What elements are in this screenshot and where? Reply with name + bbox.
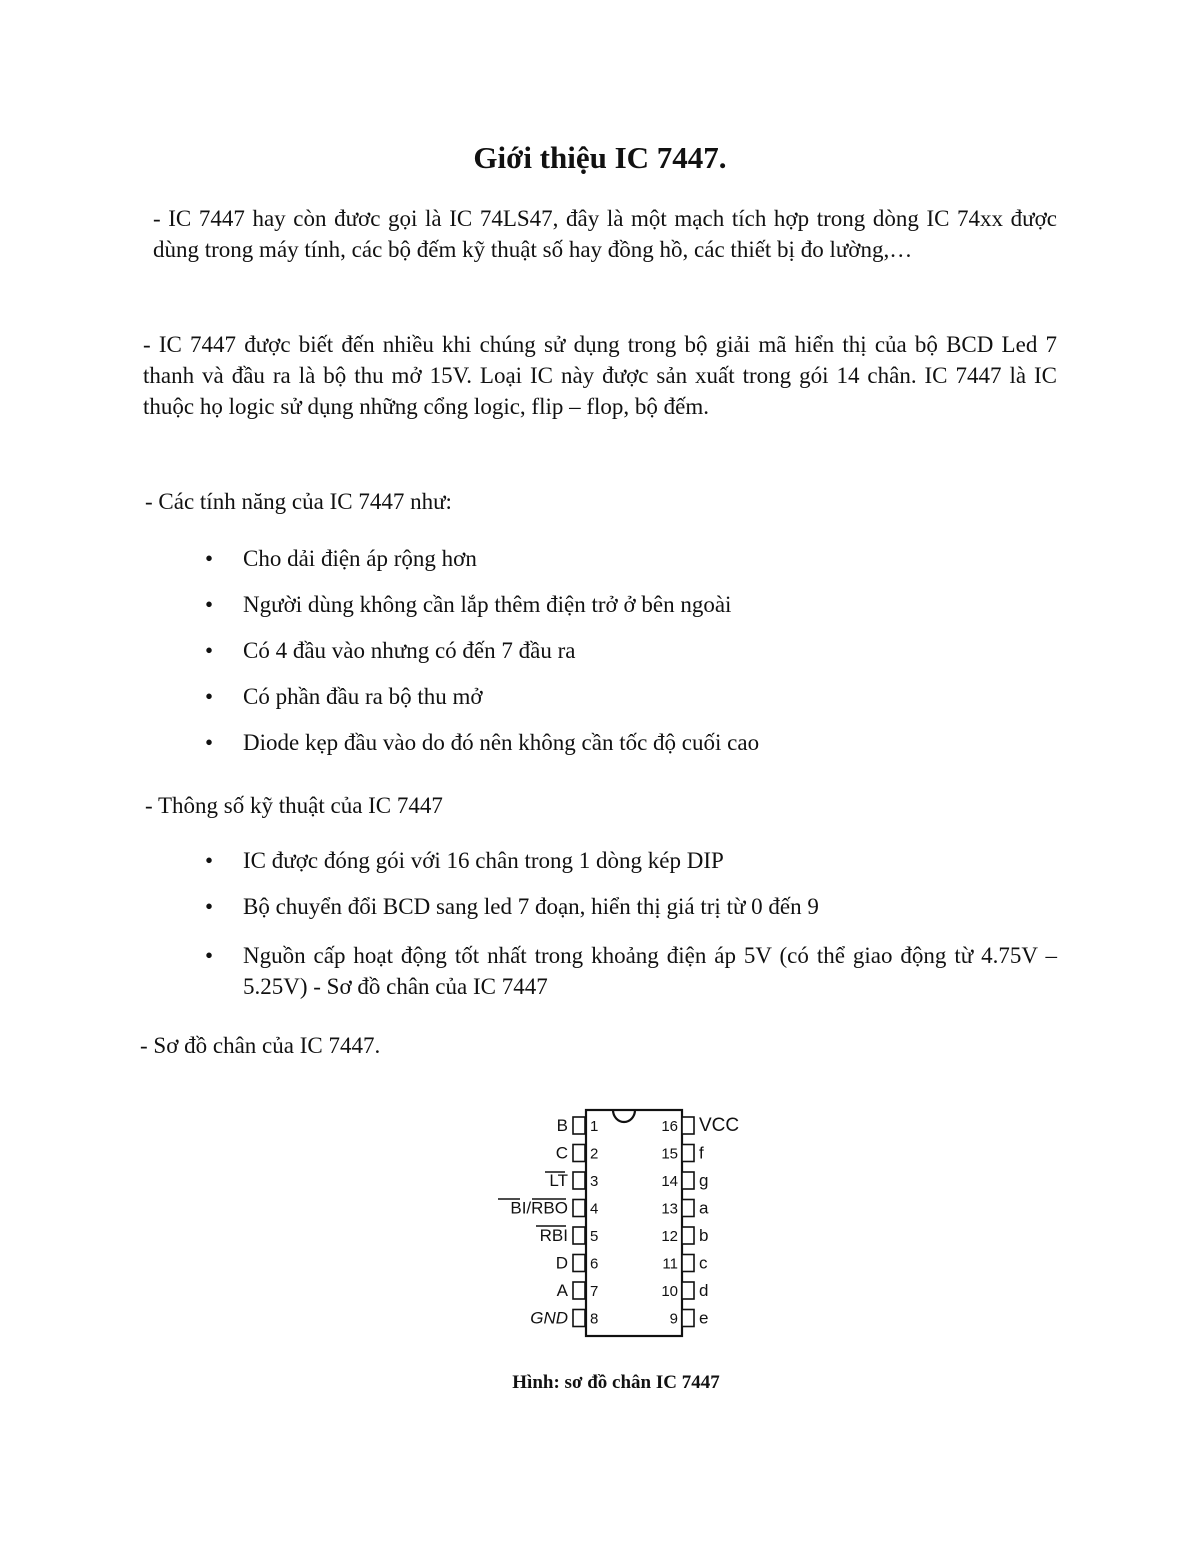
pin-number: 16 — [661, 1118, 678, 1135]
pin-pad — [682, 1117, 694, 1134]
pin-label: B — [556, 1116, 568, 1135]
spec-text: Nguồn cấp hoạt động tốt nhất trong khoảng điện áp 5V (có thể giao động từ 4.75V – 5.25V) - Sơ đồ chân của IC 7447 — [243, 943, 1057, 999]
pin-pad — [682, 1310, 694, 1327]
pin-label: D — [555, 1253, 568, 1273]
feature-text: Cho dải điện áp rộng hơn — [243, 546, 477, 571]
bullet-icon: • — [205, 546, 214, 571]
pin-number: 7 — [590, 1283, 599, 1300]
pin-label: g — [699, 1171, 709, 1190]
list-item — [205, 940, 1057, 1002]
feature-text: Có 4 đầu vào nhưng có đến 7 đầu ra — [243, 638, 576, 663]
bullet-icon: • — [205, 894, 214, 919]
pin-label: d — [699, 1281, 709, 1300]
features-list — [205, 546, 1043, 776]
pin-number: 4 — [590, 1200, 599, 1218]
spec-text: IC được đóng gói với 16 chân trong 1 dòng kép DIP — [243, 848, 724, 873]
pin-pad — [573, 1200, 585, 1217]
pin-number: 1 — [590, 1118, 599, 1135]
feature-text: Diode kẹp đầu vào do đó nên không cần tốc độ cuối cao — [243, 730, 760, 755]
bullet-icon: • — [205, 848, 214, 873]
right-pin-group — [661, 1115, 739, 1328]
pin-label: f — [699, 1143, 704, 1163]
list-item — [205, 546, 1043, 592]
pin-label: VCC — [699, 1115, 740, 1136]
list-item — [205, 638, 1043, 684]
pin-pad — [573, 1282, 585, 1299]
bullet-icon: • — [205, 592, 214, 617]
figure-caption: Hình: sơ đồ chân IC 7447 — [512, 1372, 720, 1393]
bullet-icon: • — [205, 684, 214, 709]
pin-pad — [573, 1227, 585, 1244]
pin-pad — [682, 1282, 694, 1299]
bullet-icon: • — [205, 730, 214, 755]
pin-pad — [573, 1172, 585, 1189]
list-item — [205, 730, 1043, 776]
pin-pad — [682, 1200, 694, 1217]
features-heading: - Các tính năng của IC 7447 như: — [145, 489, 452, 514]
pin-pad — [573, 1145, 585, 1162]
list-item — [205, 684, 1043, 730]
pin-label: A — [556, 1281, 568, 1300]
ic-pinout-diagram — [480, 1100, 740, 1345]
pin-label: c — [699, 1253, 708, 1273]
feature-text: Người dùng không cần lắp thêm điện trở ở bên ngoài — [243, 592, 732, 617]
bullet-icon: • — [205, 638, 214, 663]
pin-number: 2 — [590, 1145, 599, 1163]
pin-pad — [573, 1255, 585, 1272]
pin-number: 11 — [662, 1255, 678, 1273]
pin-label: BI/RBO — [510, 1198, 568, 1218]
ic-body — [586, 1110, 682, 1336]
pin-label: a — [699, 1198, 709, 1218]
pin-number: 15 — [661, 1145, 678, 1163]
feature-text: Có phần đầu ra bộ thu mở — [243, 684, 483, 709]
pin-pad — [682, 1255, 694, 1272]
pin-number: 3 — [590, 1173, 599, 1190]
pin-label: RBI — [539, 1226, 568, 1245]
list-item — [205, 592, 1043, 638]
pin-number: 6 — [590, 1255, 599, 1273]
pin-number: 5 — [590, 1228, 599, 1245]
specs-heading: - Thông số kỹ thuật của IC 7447 — [145, 793, 443, 818]
pin-pad — [573, 1117, 585, 1134]
pin-number: 8 — [590, 1310, 599, 1328]
pin-number: 9 — [669, 1310, 678, 1328]
pin-label: LT — [549, 1171, 568, 1190]
description-paragraph: - IC 7447 được biết đến nhiều khi chúng sử dụng trong bộ giải mã hiển thị của bộ BCD Led 7 thanh và đầu ra là bộ thu mở 15V. Loại IC này được sản xuất trong gói 14 chân. IC 7447 là IC thuộc họ logic sử dụng những cổng logic, flip – flop, bộ đếm. — [143, 332, 1057, 419]
bullet-icon: • — [205, 943, 214, 968]
intro-paragraph: - IC 7447 hay còn đươc gọi là IC 74LS47, đây là một mạch tích hợp trong dòng IC 74xx được dùng trong máy tính, các bộ đếm kỹ thuật số hay đồng hồ, các thiết bị đo lường,… — [153, 206, 1057, 262]
pin-label: b — [699, 1226, 709, 1245]
spec-text: Bộ chuyển đổi BCD sang led 7 đoạn, hiển thị giá trị từ 0 đến 9 — [243, 894, 819, 919]
pin-pad — [682, 1172, 694, 1189]
pinout-heading: - Sơ đồ chân của IC 7447. — [140, 1033, 381, 1058]
list-item — [205, 848, 1057, 894]
pin-pad — [573, 1310, 585, 1327]
document-title: Giới thiệu IC 7447. — [473, 140, 727, 175]
pin-label: GND — [530, 1308, 568, 1328]
pin-label: e — [699, 1308, 709, 1328]
specs-list — [205, 848, 1057, 1002]
list-item — [205, 894, 1057, 940]
pin-label: C — [555, 1143, 568, 1163]
pin-number: 13 — [661, 1200, 678, 1218]
pin-number: 10 — [661, 1283, 678, 1300]
pin-pad — [682, 1145, 694, 1162]
pin-number: 12 — [661, 1228, 678, 1245]
pin-pad — [682, 1227, 694, 1244]
ic-notch — [613, 1110, 635, 1122]
pin-number: 14 — [661, 1173, 678, 1190]
